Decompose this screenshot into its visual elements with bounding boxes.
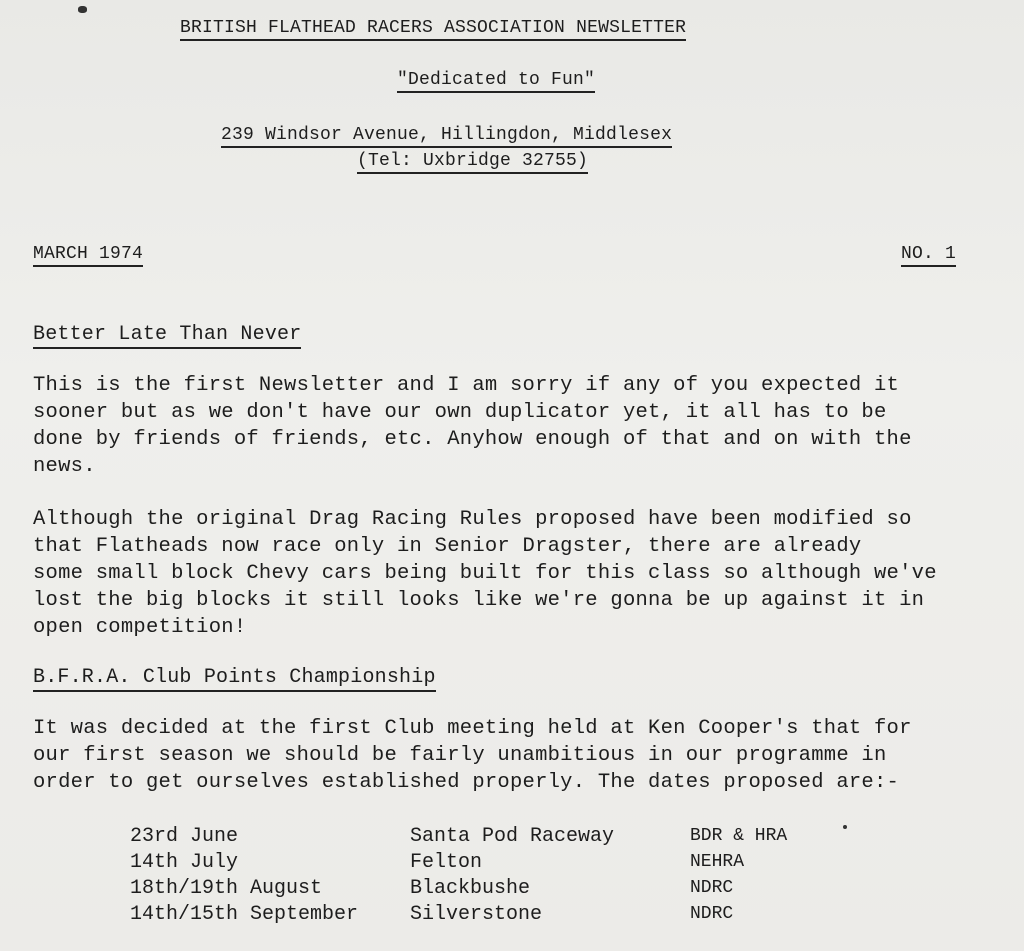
schedule-date: 14th/15th September bbox=[130, 903, 359, 926]
newsletter-address: 239 Windsor Avenue, Hillingdon, Middlesex bbox=[221, 125, 672, 148]
paragraph-line: Although the original Drag Racing Rules proposed have been modified so bbox=[33, 508, 912, 531]
newsletter-title: BRITISH FLATHEAD RACERS ASSOCIATION NEWSLETTER bbox=[180, 18, 686, 41]
paragraph-line: that Flatheads now race only in Senior Dragster, there are already bbox=[33, 535, 862, 558]
issue-date: MARCH 1974 bbox=[33, 244, 143, 267]
ink-speck bbox=[78, 6, 87, 13]
schedule-organiser: NDRC bbox=[690, 904, 734, 924]
schedule-organiser: NDRC bbox=[690, 878, 734, 898]
schedule-date: 14th July bbox=[130, 851, 239, 874]
schedule-organiser: NEHRA bbox=[690, 852, 745, 872]
schedule-venue: Silverstone bbox=[410, 903, 543, 926]
schedule-venue: Santa Pod Raceway bbox=[410, 825, 615, 848]
paragraph-line: done by friends of friends, etc. Anyhow enough of that and on with the bbox=[33, 428, 912, 451]
schedule-venue: Blackbushe bbox=[410, 877, 531, 900]
schedule-organiser: BDR & HRA bbox=[690, 826, 788, 846]
paragraph-line: news. bbox=[33, 455, 96, 478]
schedule-date: 23rd June bbox=[130, 825, 239, 848]
schedule-venue: Felton bbox=[410, 851, 483, 874]
paragraph-line: order to get ourselves established properly. The dates proposed are:- bbox=[33, 771, 900, 794]
newsletter-telephone: (Tel: Uxbridge 32755) bbox=[357, 151, 588, 174]
paragraph-line: It was decided at the first Club meeting held at Ken Cooper's that for bbox=[33, 717, 912, 740]
paragraph-line: our first season we should be fairly unambitious in our programme in bbox=[33, 744, 887, 767]
newsletter-motto: "Dedicated to Fun" bbox=[397, 70, 595, 93]
paragraph-line: some small block Chevy cars being built for this class so although we've bbox=[33, 562, 937, 585]
stray-dot bbox=[843, 825, 847, 829]
schedule-date: 18th/19th August bbox=[130, 877, 323, 900]
paragraph-line: sooner but as we don't have our own duplicator yet, it all has to be bbox=[33, 401, 887, 424]
section-heading-better-late: Better Late Than Never bbox=[33, 323, 301, 349]
issue-number: NO. 1 bbox=[901, 244, 956, 267]
section-heading-points-championship: B.F.R.A. Club Points Championship bbox=[33, 666, 436, 692]
paragraph-line: lost the big blocks it still looks like we're gonna be up against it in bbox=[33, 589, 925, 612]
paragraph-line: This is the first Newsletter and I am sorry if any of you expected it bbox=[33, 374, 900, 397]
paragraph-line: open competition! bbox=[33, 616, 247, 639]
